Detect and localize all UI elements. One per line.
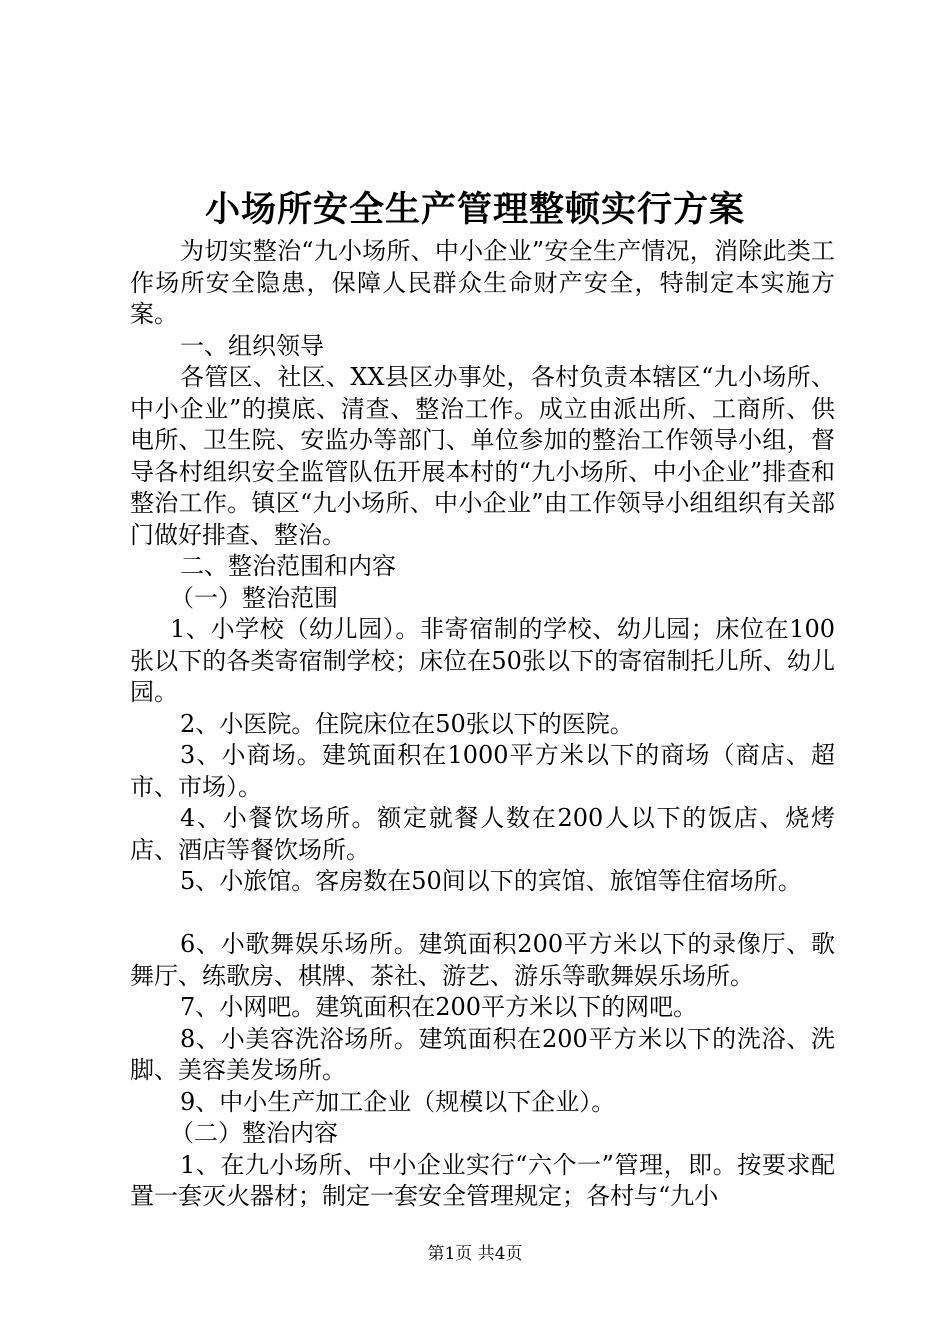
intro-paragraph: 为切实整治“九小场所、中小企业”安全生产情况，消除此类工作场所安全隐患，保障人民群众生命财产安全，特制定本实施方案。 — [130, 237, 835, 328]
scope-item-6: 6、小歌舞娱乐场所。建筑面积200平方米以下的录像厅、歌舞厅、练歌房、棋牌、茶社、游艺、游乐等歌舞娱乐场所。 — [130, 930, 835, 990]
section-heading-2: 二、整治范围和内容 — [180, 552, 396, 580]
subsection-heading-scope: （一）整治范围 — [170, 583, 338, 612]
organization-paragraph: 各管区、社区、XX县区办事处，各村负责本辖区“九小场所、中小企业”的摸底、清查、整治工作。成立由派出所、工商所、供电所、卫生院、安监办等部门、单位参加的整治工作领导小组，督导各村组织安全监管队伍开展本村的“九小场所、中小企业”排查和整治工作。镇区“九小场所、中小企业”由工作领导小组组织有关部门做好排查、整治。 — [130, 363, 835, 549]
scope-item-8: 8、小美容洗浴场所。建筑面积在200平方米以下的洗浴、洗脚、美容美发场所。 — [130, 1024, 835, 1084]
blank-line — [130, 898, 835, 930]
scope-item-1: 1、小学校（幼儿园）。非寄宿制的学校、幼儿园；床位在100张以下的各类寄宿制学校；床位在50张以下的寄宿制托儿所、幼儿园。 — [130, 615, 835, 706]
content-item-1: 1、在九小场所、中小企业实行“六个一”管理，即。按要求配置一套灭火器材；制定一套安全管理规定；各村与“九小 — [130, 1150, 835, 1210]
scope-item-5: 5、小旅馆。客房数在50间以下的宾馆、旅馆等住宿场所。 — [180, 867, 802, 895]
scope-item-3: 3、小商场。建筑面积在1000平方米以下的商场（商店、超市、市场）。 — [130, 741, 835, 801]
document-title: 小场所安全生产管理整顿实行方案 — [204, 189, 745, 230]
subsection-heading-content: （二）整治内容 — [170, 1119, 338, 1147]
page-number-footer: 第1页 共4页 — [427, 1244, 523, 1264]
section-heading-1: 一、组织领导 — [180, 331, 324, 360]
scope-item-7: 7、小网吧。建筑面积在200平方米以下的网吧。 — [180, 993, 698, 1021]
document-body — [130, 236, 835, 1213]
scope-item-2: 2、小医院。住院床位在50张以下的医院。 — [180, 709, 634, 738]
scope-item-4: 4、小餐饮场所。额定就餐人数在200人以下的饭店、烧烤店、酒店等餐饮场所。 — [130, 804, 835, 864]
scope-item-9: 9、中小生产加工企业（规模以下企业）。 — [180, 1087, 616, 1116]
